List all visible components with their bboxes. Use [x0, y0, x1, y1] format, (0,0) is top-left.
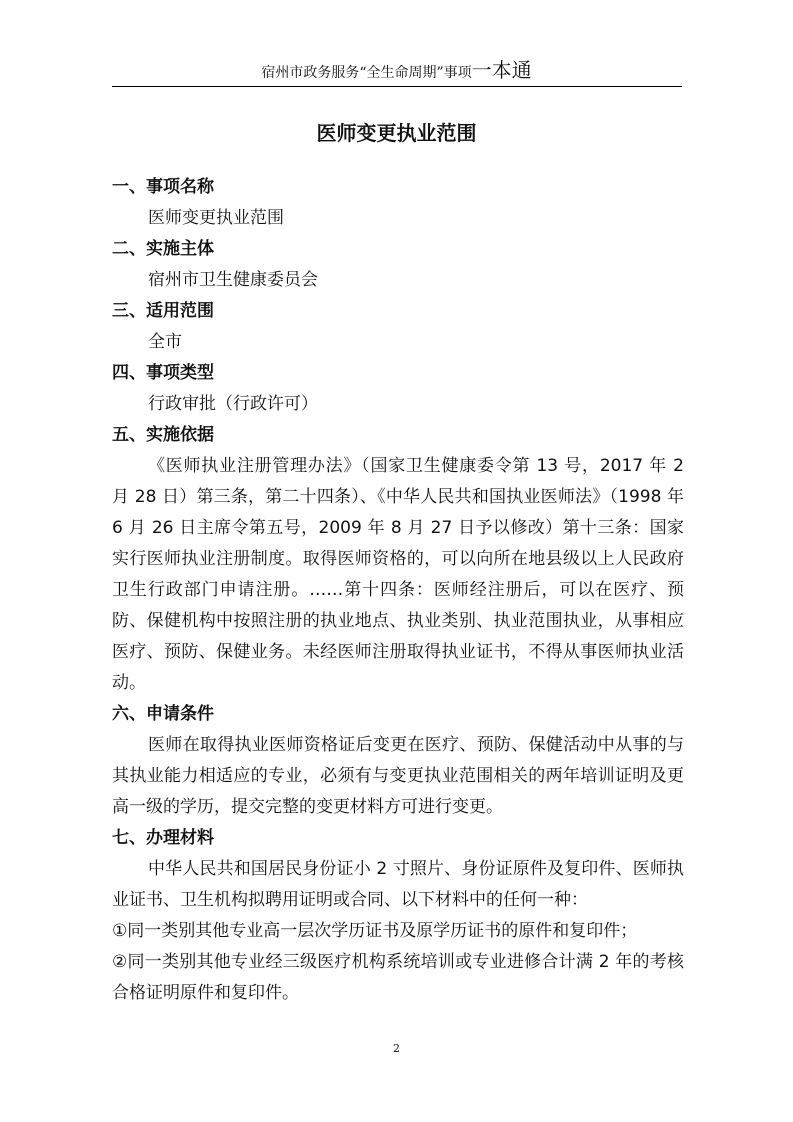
section-body-item-name: 医师变更执业范围 — [148, 208, 284, 228]
section-body-scope: 全市 — [148, 332, 182, 352]
section-heading-basis: 五、实施依据 — [112, 425, 214, 445]
header-rule — [112, 86, 682, 87]
section-heading-authority: 二、实施主体 — [112, 239, 214, 259]
page-header — [0, 58, 793, 85]
header-text-large: 一本通 — [471, 58, 532, 82]
header-text: 宿州市政务服务“全生命周期”事项 — [261, 65, 472, 81]
page-number: 2 — [393, 1042, 400, 1055]
section-body-materials: 中华人民共和国居民身份证小 2 寸照片、身份证原件及复印件、医师执业证书、卫生机构拟聘用证明或合同、以下材料中的任何一种： — [112, 859, 684, 910]
section-body-authority: 宿州市卫生健康委员会 — [148, 270, 318, 290]
section-heading-scope: 三、适用范围 — [112, 301, 214, 321]
section-body-type: 行政审批（行政许可） — [148, 394, 318, 414]
document-title: 医师变更执业范围 — [316, 121, 477, 145]
section-heading-conditions: 六、申请条件 — [112, 704, 214, 724]
section-body-conditions: 医师在取得执业医师资格证后变更在医疗、预防、保健活动中从事的与其执业能力相适应的专业，必须有与变更执业范围相关的两年培训证明及更高一级的学历，提交完整的变更材料方可进行变更。 — [112, 735, 684, 817]
section-heading-type: 四、事项类型 — [112, 363, 214, 383]
materials-list-item: ②同一类别其他专业经三级医疗机构系统培训或专业进修合计满 2 年的考核合格证明原件和复印件。 — [112, 952, 684, 1003]
section-body-basis: 《医师执业注册管理办法》（国家卫生健康委令第 13 号，2017 年 2 月 28 日）第三条，第二十四条）、《中华人民共和国执业医师法》（1998 年 6 月 26 日主席令第五号，2009 年 8 月 27 日予以修改）第十三条：国家实行医师执业注册制度。取得医师资格的，可以向所在地县级以上人民政府卫生行政部门申请注册。……第十四条：医师经注册后，可以在医疗、预防、保健机构中按照注册的执业地点、执业类别、执业范围执业，从事相应医疗、预防、保健业务。未经医师注册取得执业证书，不得从事医师执业活动。 — [112, 456, 684, 693]
section-heading-item-name: 一、事项名称 — [112, 177, 214, 197]
section-heading-materials: 七、办理材料 — [112, 828, 214, 848]
materials-list-item: ①同一类别其他专业高一层次学历证书及原学历证书的原件和复印件； — [112, 921, 638, 941]
document-body — [112, 172, 684, 1009]
